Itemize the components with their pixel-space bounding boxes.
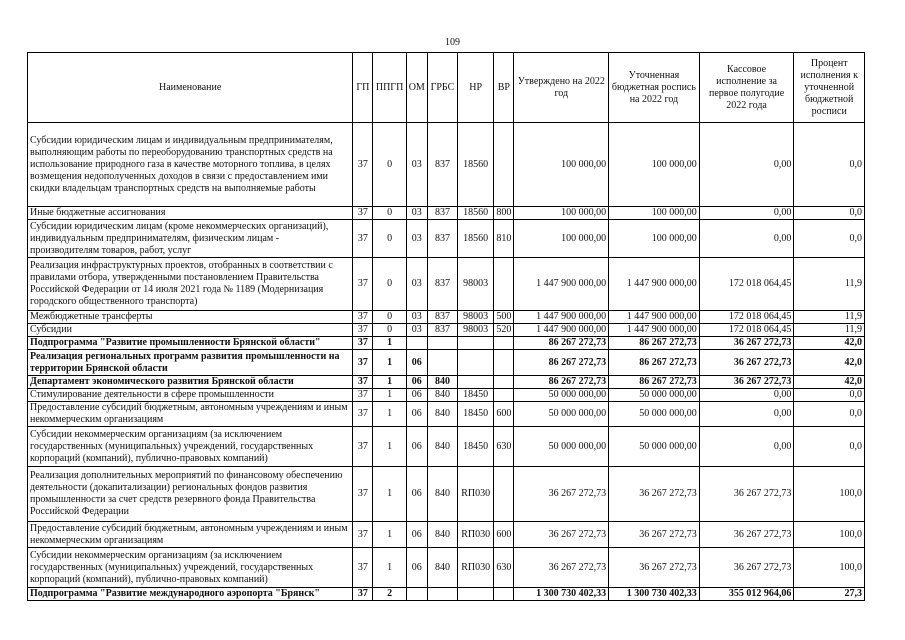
table-cell: 1 447 900 000,00 <box>514 324 609 337</box>
table-cell: 840 <box>427 376 457 389</box>
table-cell: 36 267 272,73 <box>514 548 609 588</box>
table-cell: 1 <box>373 350 406 376</box>
table-cell <box>427 337 457 350</box>
table-cell: 42,0 <box>794 350 865 376</box>
table-cell: 1 <box>373 467 406 522</box>
table-cell: 98003 <box>458 311 494 324</box>
table-row <box>28 258 865 311</box>
table-cell: 1 300 730 402,33 <box>514 588 609 601</box>
table-cell: 0 <box>373 220 406 258</box>
table-cell <box>494 350 514 376</box>
column-header: ГРБС <box>427 53 457 123</box>
table-row <box>28 337 865 350</box>
table-cell: 42,0 <box>794 376 865 389</box>
table-cell: 1 447 900 000,00 <box>609 311 700 324</box>
table-cell: 06 <box>406 350 427 376</box>
table-cell: 06 <box>406 427 427 467</box>
table-cell: 100 000,00 <box>609 123 700 207</box>
table-cell: 100,0 <box>794 467 865 522</box>
table-cell: 37 <box>353 258 373 311</box>
table-row <box>28 207 865 220</box>
table-cell: 37 <box>353 123 373 207</box>
column-header: Процент исполнения к уточненной бюджетной росписи <box>794 53 865 123</box>
table-cell: 630 <box>494 427 514 467</box>
table-cell: 1 447 900 000,00 <box>514 258 609 311</box>
row-name-cell: Реализация региональных программ развития промышленности на территории Брянской области <box>28 350 353 376</box>
table-cell: 37 <box>353 207 373 220</box>
table-cell: 36 267 272,73 <box>699 350 794 376</box>
table-cell <box>406 588 427 601</box>
table-cell: 86 267 272,73 <box>609 337 700 350</box>
table-cell: 840 <box>427 467 457 522</box>
column-header: Кассовое исполнение за первое полугодие 2022 года <box>699 53 794 123</box>
row-name-cell: Субсидии некоммерческим организациям (за исключением государственных (муниципальных) учреждений, государственных корпораций (компаний), публично-правовых компаний) <box>28 427 353 467</box>
table-cell: 500 <box>494 311 514 324</box>
table-row <box>28 389 865 402</box>
row-name-cell: Субсидии некоммерческим организациям (за исключением государственных (муниципальных) учреждений, государственных корпораций (компаний), публично-правовых компаний) <box>28 548 353 588</box>
table-cell: 36 267 272,73 <box>609 548 700 588</box>
table-cell: 50 000 000,00 <box>609 402 700 427</box>
table-cell: 100 000,00 <box>609 207 700 220</box>
table-cell: 0,0 <box>794 123 865 207</box>
table-row <box>28 324 865 337</box>
table-cell: 18450 <box>458 427 494 467</box>
table-cell: 03 <box>406 220 427 258</box>
table-cell: 06 <box>406 467 427 522</box>
table-cell: 840 <box>427 402 457 427</box>
table-cell: 37 <box>353 311 373 324</box>
table-cell: 03 <box>406 324 427 337</box>
table-cell: 0,00 <box>699 123 794 207</box>
budget-table <box>27 52 865 601</box>
row-name-cell: Субсидии <box>28 324 353 337</box>
table-cell: 172 018 064,45 <box>699 324 794 337</box>
table-cell: 1 <box>373 389 406 402</box>
table-cell: 600 <box>494 522 514 548</box>
table-cell <box>458 588 494 601</box>
table-cell: 1 447 900 000,00 <box>609 258 700 311</box>
table-cell: 0,00 <box>699 427 794 467</box>
table-cell: 0,0 <box>794 220 865 258</box>
table-cell: 50 000 000,00 <box>609 389 700 402</box>
row-name-cell: Межбюджетные трансферты <box>28 311 353 324</box>
table-cell: 630 <box>494 548 514 588</box>
table-cell: 50 000 000,00 <box>514 402 609 427</box>
table-cell: 11,9 <box>794 258 865 311</box>
table-cell: 2 <box>373 588 406 601</box>
table-cell: 06 <box>406 522 427 548</box>
column-header: Наименование <box>28 53 353 123</box>
row-name-cell: Предоставление субсидий бюджетным, автономным учреждениям и иным некоммерческим организациям <box>28 522 353 548</box>
table-cell: 1 447 900 000,00 <box>609 324 700 337</box>
table-cell: 37 <box>353 220 373 258</box>
table-cell: 520 <box>494 324 514 337</box>
table-cell: 1 <box>373 522 406 548</box>
table-cell: 1 <box>373 376 406 389</box>
table-cell: 37 <box>353 376 373 389</box>
table-cell: 837 <box>427 311 457 324</box>
table-row <box>28 522 865 548</box>
table-cell: 06 <box>406 389 427 402</box>
table-cell: 36 267 272,73 <box>609 467 700 522</box>
table-cell: 837 <box>427 324 457 337</box>
table-cell: RП030 <box>458 522 494 548</box>
table-cell <box>458 350 494 376</box>
table-cell: 03 <box>406 311 427 324</box>
table-cell: 36 267 272,73 <box>514 467 609 522</box>
table-cell: 98003 <box>458 258 494 311</box>
table-cell: 1 <box>373 427 406 467</box>
column-header: ППГП <box>373 53 406 123</box>
table-cell: 36 267 272,73 <box>699 376 794 389</box>
table-cell: 36 267 272,73 <box>699 522 794 548</box>
table-cell: 600 <box>494 402 514 427</box>
row-name-cell: Иные бюджетные ассигнования <box>28 207 353 220</box>
table-cell: 03 <box>406 123 427 207</box>
table-cell: 172 018 064,45 <box>699 258 794 311</box>
table-cell: 0,00 <box>699 402 794 427</box>
table-cell: 27,3 <box>794 588 865 601</box>
table-cell <box>458 337 494 350</box>
table-cell: 18560 <box>458 220 494 258</box>
row-name-cell: Стимулирование деятельности в сфере промышленности <box>28 389 353 402</box>
column-header: ГП <box>353 53 373 123</box>
table-cell: 86 267 272,73 <box>514 376 609 389</box>
table-row <box>28 350 865 376</box>
table-cell: 11,9 <box>794 324 865 337</box>
table-cell <box>494 467 514 522</box>
table-cell: 100,0 <box>794 548 865 588</box>
table-cell: 837 <box>427 220 457 258</box>
column-header: Уточненная бюджетная роспись на 2022 год <box>609 53 700 123</box>
row-name-cell: Субсидии юридическим лицам и индивидуальным предпринимателям, выполняющим работы по переоборудованию транспортных средств на использование природного газа в качестве моторного топлива, в целях возмещения недополученных доходов в связи с предоставлением ими скидки владельцам транспортных средств на выполняемые работы <box>28 123 353 207</box>
table-cell: 0,0 <box>794 389 865 402</box>
table-cell: 837 <box>427 207 457 220</box>
table-cell: 06 <box>406 402 427 427</box>
row-name-cell: Подпрограмма "Развитие международного аэропорта "Брянск" <box>28 588 353 601</box>
table-cell: 172 018 064,45 <box>699 311 794 324</box>
table-cell <box>494 389 514 402</box>
table-cell <box>494 588 514 601</box>
table-row <box>28 467 865 522</box>
table-cell <box>494 258 514 311</box>
table-cell: 840 <box>427 522 457 548</box>
table-cell: 0,0 <box>794 427 865 467</box>
table-cell: 03 <box>406 258 427 311</box>
table-cell: 355 012 964,06 <box>699 588 794 601</box>
table-cell: 18560 <box>458 123 494 207</box>
table-cell: 86 267 272,73 <box>609 350 700 376</box>
table-cell: 37 <box>353 324 373 337</box>
table-cell: 0,0 <box>794 402 865 427</box>
table-cell: 86 267 272,73 <box>514 350 609 376</box>
header-row <box>28 53 865 123</box>
table-cell <box>458 376 494 389</box>
column-header: НР <box>458 53 494 123</box>
table-cell: 36 267 272,73 <box>609 522 700 548</box>
table-cell: 50 000 000,00 <box>514 427 609 467</box>
table-cell <box>427 588 457 601</box>
table-cell: 37 <box>353 389 373 402</box>
table-cell: 11,9 <box>794 311 865 324</box>
table-cell: 1 <box>373 402 406 427</box>
row-name-cell: Департамент экономического развития Брянской области <box>28 376 353 389</box>
table-cell <box>406 337 427 350</box>
table-cell: 837 <box>427 123 457 207</box>
table-cell: 18450 <box>458 389 494 402</box>
table-cell: 37 <box>353 467 373 522</box>
table-cell: 0 <box>373 207 406 220</box>
table-cell: 0 <box>373 258 406 311</box>
table-cell: 06 <box>406 548 427 588</box>
table-cell: 840 <box>427 427 457 467</box>
table-cell: 0,00 <box>699 220 794 258</box>
table-cell: 37 <box>353 427 373 467</box>
table-cell: 1 447 900 000,00 <box>514 311 609 324</box>
table-row <box>28 548 865 588</box>
table-row <box>28 588 865 601</box>
table-cell: 840 <box>427 389 457 402</box>
table-row <box>28 123 865 207</box>
table-cell: 837 <box>427 258 457 311</box>
table-cell: 0 <box>373 123 406 207</box>
column-header: Утверждено на 2022 год <box>514 53 609 123</box>
table-cell: 50 000 000,00 <box>609 427 700 467</box>
table-cell: 18450 <box>458 402 494 427</box>
table-cell: 0 <box>373 324 406 337</box>
table-cell: 86 267 272,73 <box>514 337 609 350</box>
table-row <box>28 427 865 467</box>
table-cell: 0,00 <box>699 207 794 220</box>
table-cell: 37 <box>353 522 373 548</box>
table-cell: 98003 <box>458 324 494 337</box>
table-cell: 37 <box>353 588 373 601</box>
table-cell: 840 <box>427 548 457 588</box>
table-cell: 1 <box>373 337 406 350</box>
table-cell: RП030 <box>458 467 494 522</box>
table-cell: 100,0 <box>794 522 865 548</box>
column-header: ВР <box>494 53 514 123</box>
table-cell: 03 <box>406 207 427 220</box>
table-cell: 0,0 <box>794 207 865 220</box>
table-cell: 810 <box>494 220 514 258</box>
table-row <box>28 311 865 324</box>
table-cell: 37 <box>353 548 373 588</box>
table-cell: 36 267 272,73 <box>699 337 794 350</box>
table-cell <box>494 376 514 389</box>
table-cell: 50 000 000,00 <box>514 389 609 402</box>
row-name-cell: Субсидии юридическим лицам (кроме некоммерческих организаций), индивидуальным предпринимателям, физическим лицам - производителям товаров, работ, услуг <box>28 220 353 258</box>
table-cell: 42,0 <box>794 337 865 350</box>
table-cell: 1 <box>373 548 406 588</box>
table-cell <box>494 123 514 207</box>
table-cell: 100 000,00 <box>514 123 609 207</box>
row-name-cell: Предоставление субсидий бюджетным, автономным учреждениям и иным некоммерческим организациям <box>28 402 353 427</box>
table-row <box>28 220 865 258</box>
row-name-cell: Подпрограмма "Развитие промышленности Брянской области" <box>28 337 353 350</box>
table-row <box>28 376 865 389</box>
table-cell: 86 267 272,73 <box>609 376 700 389</box>
row-name-cell: Реализация дополнительных мероприятий по финансовому обеспечению деятельности (докапитализации) региональных фондов развития промышленности за счет средств резервного фонда Правительства Российской Федерации <box>28 467 353 522</box>
table-cell: 36 267 272,73 <box>514 522 609 548</box>
table-cell: 36 267 272,73 <box>699 467 794 522</box>
table-cell <box>427 350 457 376</box>
table-cell: 37 <box>353 337 373 350</box>
table-row <box>28 402 865 427</box>
page-number: 109 <box>445 37 460 48</box>
table-cell: 37 <box>353 402 373 427</box>
table-cell: RП030 <box>458 548 494 588</box>
table-cell: 18560 <box>458 207 494 220</box>
table-cell: 100 000,00 <box>514 220 609 258</box>
column-header: ОМ <box>406 53 427 123</box>
table-cell: 100 000,00 <box>609 220 700 258</box>
table-cell: 06 <box>406 376 427 389</box>
row-name-cell: Реализация инфраструктурных проектов, отобранных в соответствии с правилами отбора, утвержденными постановлением Правительства Российской Федерации от 14 июля 2021 года № 1189 (Модернизация городского общественного транспорта) <box>28 258 353 311</box>
table-cell: 36 267 272,73 <box>699 548 794 588</box>
table-cell: 1 300 730 402,33 <box>609 588 700 601</box>
table-cell: 37 <box>353 350 373 376</box>
table-cell: 100 000,00 <box>514 207 609 220</box>
table-cell: 0 <box>373 311 406 324</box>
table-cell <box>494 337 514 350</box>
table-cell: 800 <box>494 207 514 220</box>
table-cell: 0,00 <box>699 389 794 402</box>
